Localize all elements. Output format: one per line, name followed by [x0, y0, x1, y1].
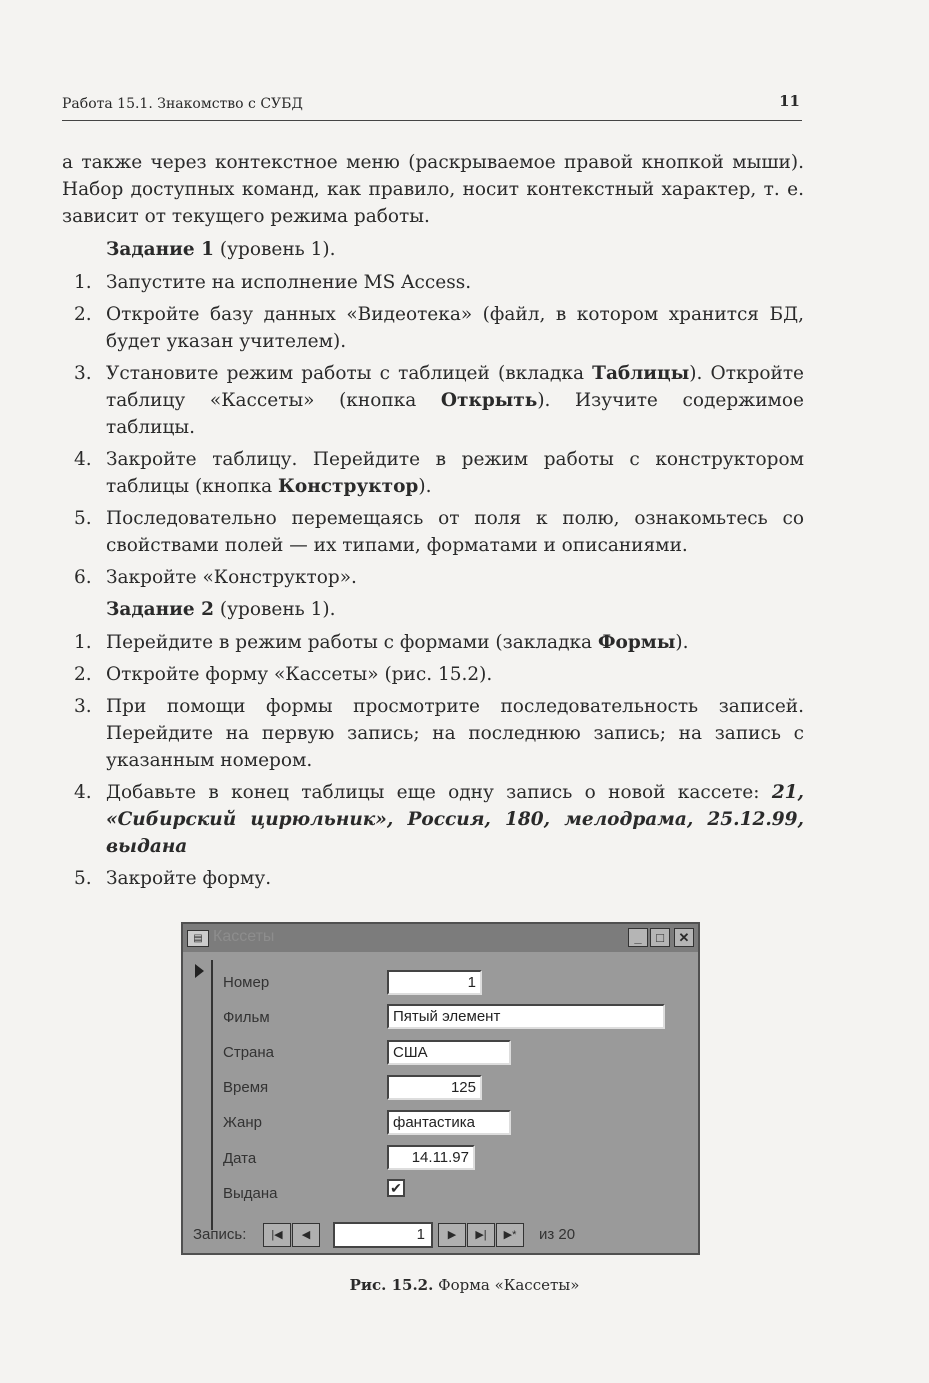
item-text	[106, 564, 804, 591]
field-zhanr[interactable]: фантастика	[387, 1110, 511, 1135]
checkbox-vydana[interactable]: ✔	[387, 1179, 405, 1197]
running-title: Работа 15.1. Знакомство с СУБД	[62, 96, 303, 112]
first-record-button[interactable]: |◀	[263, 1223, 291, 1247]
close-button[interactable]: ✕	[674, 928, 694, 947]
text-segment: ). Откройте таблицу «Кассеты» (кнопка	[106, 363, 804, 411]
item-text	[106, 661, 804, 688]
label-film: Фильм	[223, 1009, 270, 1026]
item-text	[106, 301, 804, 355]
item-number: 5.	[74, 868, 92, 889]
list-item	[62, 505, 804, 559]
task-heading	[106, 596, 804, 623]
title-bar	[183, 924, 698, 952]
item-text	[106, 446, 804, 500]
label-zhanr: Жанр	[223, 1114, 262, 1131]
item-text	[106, 629, 804, 656]
text-segment: Закройте «Конструктор».	[106, 567, 357, 588]
label-vremya: Время	[223, 1079, 269, 1096]
text-segment: ). Изучите содержимое таблицы.	[106, 390, 804, 438]
figure-caption	[0, 1276, 929, 1294]
item-number: 3.	[74, 696, 92, 717]
text-segment: Установите режим работы с таблицей (вкладка	[106, 363, 593, 384]
new-record-button[interactable]: ▶*	[496, 1223, 524, 1247]
form-window-kassety	[181, 922, 700, 1255]
text-segment: Закройте таблицу. Перейдите в режим работы с конструктором таблицы (кнопка	[106, 449, 804, 497]
list-item	[62, 564, 804, 591]
record-selector[interactable]	[189, 960, 213, 1230]
item-text	[106, 779, 804, 860]
current-record-arrow-icon	[195, 964, 204, 978]
maximize-button[interactable]: □	[650, 928, 670, 947]
caption-text: Форма «Кассеты»	[433, 1276, 580, 1294]
label-data: Дата	[223, 1150, 257, 1167]
text-segment: При помощи формы просмотрите последовательность записей. Перейдите на первую запись; на последнюю запись; на запись с указанным номером.	[106, 696, 804, 771]
field-vremya[interactable]: 125	[387, 1075, 482, 1100]
item-number: 1.	[74, 272, 92, 293]
minimize-button[interactable]: _	[628, 928, 648, 947]
text-segment: Откройте базу данных «Видеотека» (файл, в котором хранится БД, будет указан учителем).	[106, 304, 804, 352]
item-number: 4.	[74, 449, 92, 470]
item-text	[106, 505, 804, 559]
text-segment: Последовательно перемещаясь от поля к полю, ознакомьтесь со свойствами полей — их типами, форматами и описаниями.	[106, 508, 804, 556]
text-segment: Открыть	[440, 390, 538, 411]
text-segment: Закройте форму.	[106, 868, 272, 889]
text-segment: Таблицы	[592, 363, 690, 384]
label-vydana: Выдана	[223, 1185, 278, 1202]
list-item	[62, 779, 804, 860]
item-number: 4.	[74, 782, 92, 803]
list-item	[62, 360, 804, 441]
item-number: 1.	[74, 632, 92, 653]
field-data[interactable]: 14.11.97	[387, 1145, 475, 1170]
item-text	[106, 865, 804, 892]
record-label: Запись:	[193, 1226, 247, 1243]
record-number-input[interactable]: 1	[333, 1222, 433, 1248]
window-title: Кассеты	[213, 928, 275, 945]
text-segment: Перейдите в режим работы с формами (закладка	[106, 632, 598, 653]
field-nomer[interactable]: 1	[387, 970, 482, 995]
item-number: 2.	[74, 304, 92, 325]
item-text	[106, 269, 804, 296]
page-number: 11	[779, 92, 800, 110]
form-icon: ▤	[187, 930, 209, 947]
page-header	[62, 90, 802, 121]
list-item	[62, 301, 804, 355]
list-item	[62, 629, 804, 656]
page-body	[62, 149, 804, 897]
list-item	[62, 865, 804, 892]
prev-record-button[interactable]: ◀	[292, 1223, 320, 1247]
field-strana[interactable]: США	[387, 1040, 511, 1065]
task-level: (уровень 1).	[214, 239, 336, 260]
item-number: 3.	[74, 363, 92, 384]
list-item	[62, 693, 804, 774]
field-film[interactable]: Пятый элемент	[387, 1004, 665, 1029]
record-count: из 20	[539, 1226, 576, 1243]
caption-number: Рис. 15.2.	[349, 1276, 434, 1294]
text-segment: Формы	[597, 632, 676, 653]
record-navigation	[183, 1217, 698, 1253]
label-strana: Страна	[223, 1044, 275, 1061]
item-number: 5.	[74, 508, 92, 529]
item-number: 6.	[74, 567, 92, 588]
text-segment: Запустите на исполнение MS Access.	[106, 272, 472, 293]
item-text	[106, 693, 804, 774]
text-segment: ).	[675, 632, 689, 653]
text-segment: Конструктор	[278, 476, 419, 497]
list-item	[62, 269, 804, 296]
text-segment: 21, «Сибирский цирюльник», Россия, 180, мелодрама, 25.12.99, выдана	[106, 782, 804, 857]
label-nomer: Номер	[223, 974, 270, 991]
text-segment: ).	[418, 476, 432, 497]
list-item	[62, 446, 804, 500]
last-record-button[interactable]: ▶|	[467, 1223, 495, 1247]
task-heading	[106, 236, 804, 263]
task-level: (уровень 1).	[214, 599, 336, 620]
next-record-button[interactable]: ▶	[438, 1223, 466, 1247]
text-segment: Добавьте в конец таблицы еще одну запись о новой кассете:	[106, 782, 772, 803]
list-item	[62, 661, 804, 688]
task-title: Задание 1	[106, 239, 214, 260]
intro-paragraph: а также через контекстное меню (раскрываемое правой кнопкой мыши). Набор доступных команд, как правило, носит контекстный характер, т. е. зависит от текущего режима работы.	[62, 152, 804, 227]
text-segment: Откройте форму «Кассеты» (рис. 15.2).	[106, 664, 493, 685]
item-number: 2.	[74, 664, 92, 685]
item-text	[106, 360, 804, 441]
task-title: Задание 2	[106, 599, 214, 620]
